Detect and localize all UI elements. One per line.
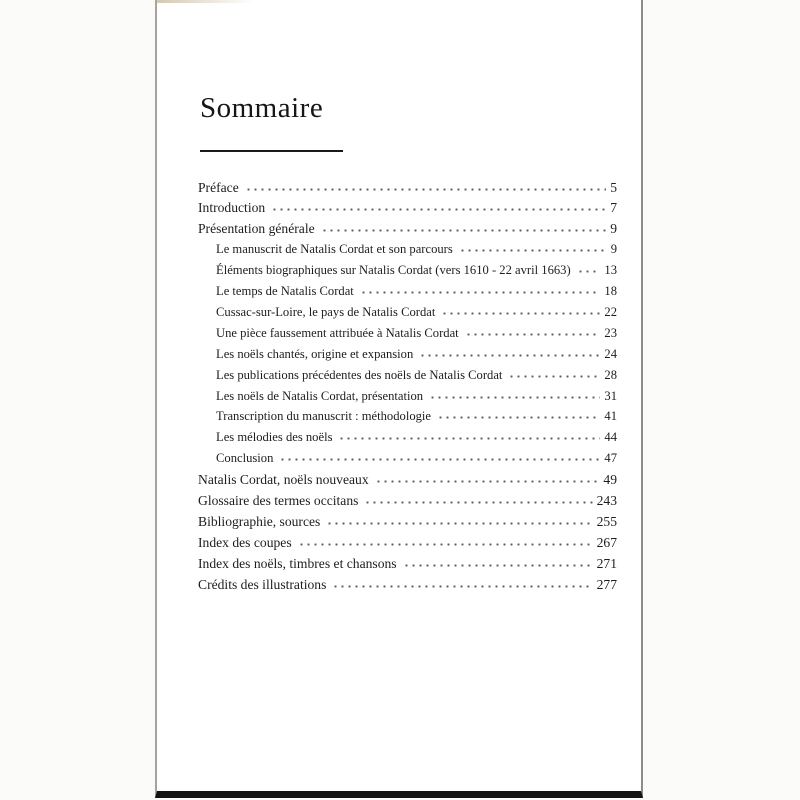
dot-leader: [465, 324, 601, 337]
dot-leader: [577, 262, 601, 275]
toc-row: [198, 262, 617, 283]
toc-row: [198, 241, 617, 262]
toc-entry-label: Les noëls chantés, origine et expansion: [216, 346, 414, 361]
book-page: [155, 0, 643, 798]
toc-entry-label: Index des coupes: [198, 534, 292, 550]
toc-row: [198, 533, 617, 554]
toc-entry-label: Index des noëls, timbres et chansons: [198, 555, 397, 571]
toc-row: [198, 429, 617, 450]
toc-row: [198, 178, 617, 199]
toc-page-number: 41: [604, 409, 617, 424]
toc-row: [198, 450, 617, 471]
dot-leader: [321, 220, 607, 234]
toc-page-number: 243: [596, 492, 617, 508]
toc-entry-label: Transcription du manuscrit : méthodologie: [216, 409, 432, 424]
dot-leader: [271, 199, 606, 213]
toc-page-number: 277: [596, 576, 617, 592]
toc-entry-label: Introduction: [198, 200, 266, 216]
toc-entry-label: Les publications précédentes des noëls de Natalis Cordat: [216, 367, 503, 382]
toc-entry-label: Les noëls de Natalis Cordat, présentation: [216, 388, 424, 403]
toc-entry-label: Glossaire des termes occitans: [198, 492, 359, 508]
toc-row: [198, 387, 617, 408]
page-title: Sommaire: [200, 92, 324, 124]
toc-entry-label: Conclusion: [216, 451, 274, 466]
toc-entry-label: Natalis Cordat, noëls nouveaux: [198, 472, 369, 488]
title-rule: [200, 150, 343, 152]
toc-page-number: 49: [603, 472, 617, 488]
toc-page-number: 28: [604, 367, 617, 382]
toc-row: [198, 199, 617, 220]
toc-page-number: 13: [604, 263, 617, 278]
toc-page-number: 47: [604, 451, 617, 466]
toc-entry-label: Les mélodies des noëls: [216, 430, 333, 445]
toc-page-number: 44: [604, 430, 617, 445]
toc-row: [198, 366, 617, 387]
toc-page-number: 7: [610, 200, 617, 216]
dot-leader: [245, 178, 606, 192]
dot-leader: [364, 491, 592, 505]
dot-leader: [279, 450, 600, 463]
toc-entry-label: Crédits des illustrations: [198, 576, 327, 592]
toc-row: [198, 554, 617, 575]
toc-row: [198, 220, 617, 241]
toc-page-number: 31: [604, 388, 617, 403]
toc-page-number: 9: [610, 221, 617, 237]
toc-page-number: 24: [604, 346, 617, 361]
toc-page-number: 9: [610, 242, 617, 257]
dot-leader: [298, 533, 593, 547]
dot-leader: [429, 387, 600, 400]
toc-page-number: 271: [596, 555, 617, 571]
toc-entry-label: Le manuscrit de Natalis Cordat et son parcours: [216, 242, 453, 257]
toc-row: [198, 470, 617, 491]
toc-entry-label: Une pièce faussement attribuée à Natalis Cordat: [216, 325, 459, 340]
dot-leader: [403, 554, 593, 568]
toc-entry-label: Le temps de Natalis Cordat: [216, 284, 354, 299]
dot-leader: [360, 282, 601, 295]
toc-row: [198, 282, 617, 303]
toc-entry-label: Présentation générale: [198, 221, 315, 237]
dot-leader: [437, 408, 600, 421]
toc-row: [198, 491, 617, 512]
dot-leader: [459, 241, 607, 254]
toc-page-number: 267: [596, 534, 617, 550]
toc-page-number: 255: [596, 513, 617, 529]
toc-row: [198, 408, 617, 429]
dot-leader: [326, 512, 592, 526]
toc-row: [198, 512, 617, 533]
toc-entry-label: Éléments biographiques sur Natalis Cordat (vers 1610 - 22 avril 1663): [216, 263, 571, 278]
toc-entry-label: Bibliographie, sources: [198, 513, 321, 529]
dot-leader: [441, 303, 600, 316]
toc-row: [198, 575, 617, 596]
toc-entry-label: Cussac-sur-Loire, le pays de Natalis Cordat: [216, 304, 436, 319]
dot-leader: [375, 470, 600, 484]
dot-leader: [338, 429, 600, 442]
toc-entry-label: Préface: [198, 179, 239, 195]
toc-page-number: 5: [610, 179, 617, 195]
toc-row: [198, 345, 617, 366]
toc-row: [198, 303, 617, 324]
toc-page-number: 23: [604, 325, 617, 340]
toc-page-number: 18: [604, 284, 617, 299]
dot-leader: [419, 345, 600, 358]
toc-row: [198, 324, 617, 345]
dot-leader: [332, 575, 592, 589]
toc-page-number: 22: [604, 304, 617, 319]
toc-list: [198, 178, 617, 596]
page-content: [157, 94, 641, 596]
dot-leader: [508, 366, 600, 379]
